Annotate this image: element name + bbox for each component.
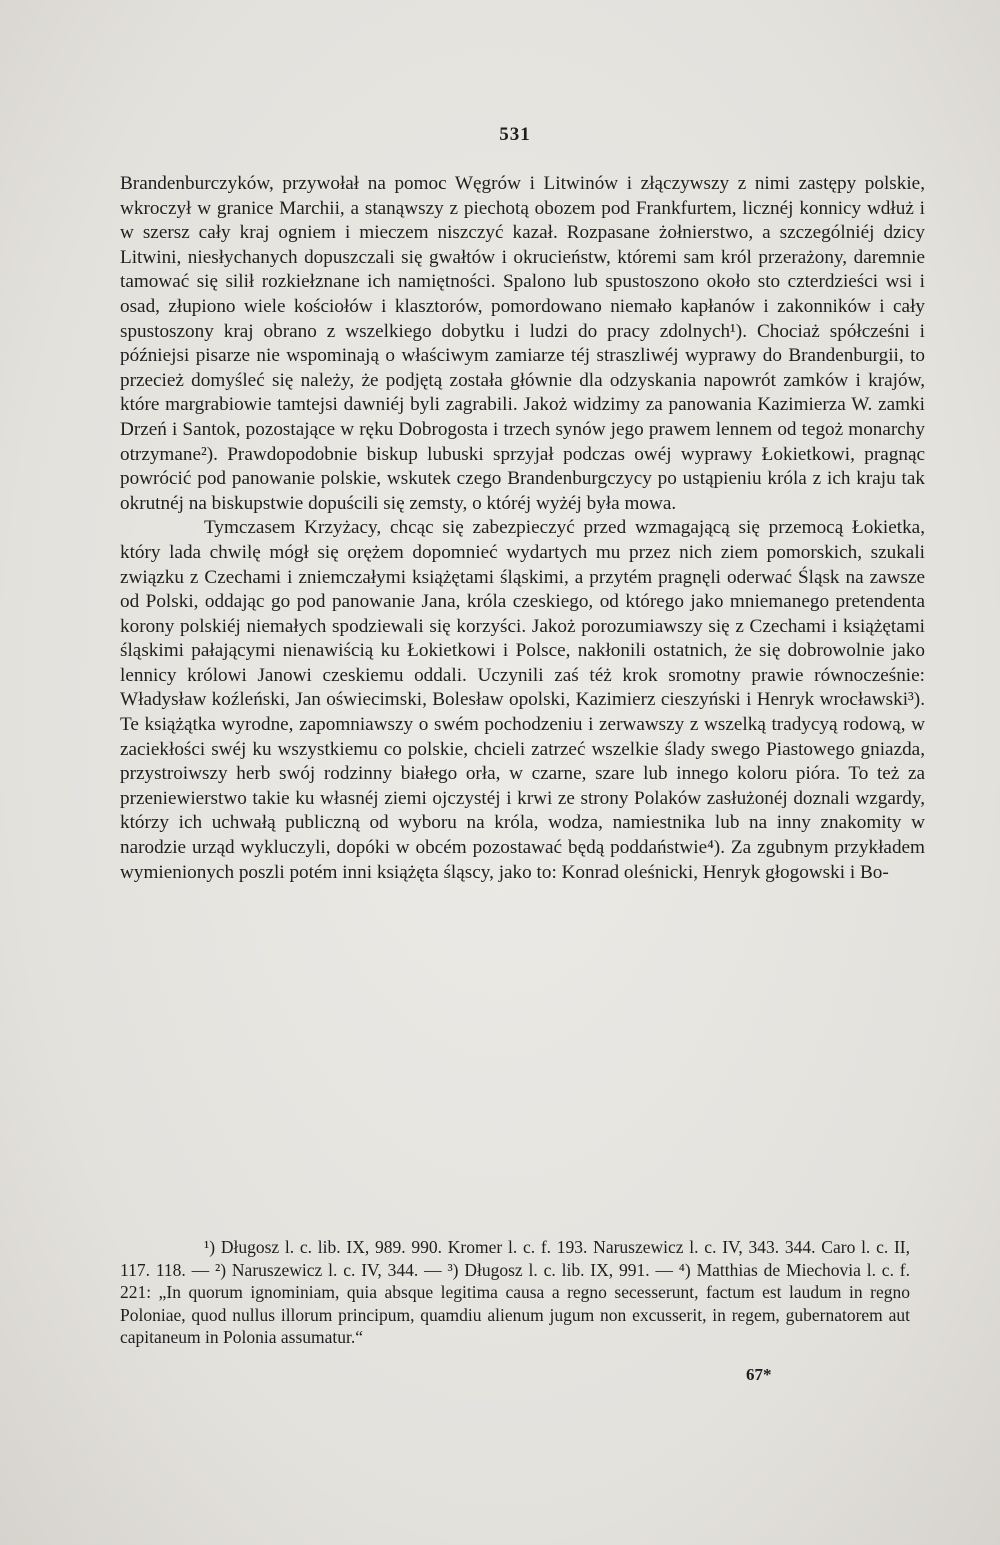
footnotes (120, 1236, 910, 1349)
main-text (120, 172, 925, 885)
printer-signature: 67* (746, 1365, 772, 1384)
footnote-text: ¹) Długosz l. c. lib. IX, 989. 990. Kromer l. c. f. 193. Naruszewicz l. c. IV, 343. 344. Caro l. c. II, 117. 118. — ²) Naruszewicz l. c. IV, 344. — ³) Długosz l. c. lib. IX, 991. — ⁴) Matthias de Miechovia l. c. f. 221: „In quorum ignominiam, quia absque legitima causa a regno secesserunt, factum est laudum in regno Poloniae, quod nullus illorum principum, quamdiu alienum jugum non excusserit, in regem, gubernatorem aut capitaneum in Polonia assumatur.“ (120, 1237, 910, 1347)
paragraph: Brandenburczyków, przywołał na pomoc Węgrów i Litwinów i złączywszy z nimi zastępy polskie, wkroczył w granice Marchii, a stanąwszy z piechotą obozem pod Frankfurtem, licznéj konnicy wdłuż i w szersz cały kraj ogniem i mieczem niszczyć kazał. Rozpasane żołnierstwo, a szczególniéj dzicy Litwini, niesłychanych dopuszczali się gwałtów i okrucieństw, któremi sam król przerażony, daremnie tamować się silił rozkiełznane ich namiętności. Spalono lub spustoszono około sto czterdzieści wsi i osad, złupiono wiele kościołów i klasztorów, pomordowano niemało kapłanów i zakonników i cały spustoszony kraj obrano z wszelkiego dobytku i ludzi do pracy zdolnych¹). Chociaż spółcześni i późniejsi pisarze nie wspominają o właściwym zamiarze téj straszliwéj wyprawy do Brandenburgii, to przecież domyśleć się należy, że podjętą została głównie dla odzyskania napowrót zamków i krajów, które margrabiowie tamtejsi dawniéj byli zagrabili. Jakoż widzimy za panowania Kazimierza W. zamki Drzeń i Santok, pozostające w ręku Dobrogosta i trzech synów jego prawem lennem od tegoż monarchy otrzymane²). Prawdopodobnie biskup lubuski sprzyjał podczas owéj wyprawy Łokietkowi, pragnąc powrócić pod panowanie polskie, wskutek czego Brandenburgczycy po ustąpieniu króla z ich kraju tak okrutnéj na biskupstwie dopuścili się zemsty, o któréj wyżéj była mowa. (120, 173, 925, 514)
page-number: 531 (499, 124, 531, 145)
paragraph: Tymczasem Krzyżacy, chcąc się zabezpieczyć przed wzmagającą się przemocą Łokietka, który lada chwilę mógł się orężem dopomnieć wydartych mu przez nich ziem pomorskich, szukali związku z Czechami i zniemczałymi książętami śląskimi, a przytém pragnęli oderwać Śląsk na zawsze od Polski, oddając go pod panowanie Jana, króla czeskiego, od którego jako mniemanego pretendenta korony polskiéj niemałych spodziewali się korzyści. Jakoż porozumiawszy się z Czechami i książętami śląskimi pałającymi nienawiścią ku Łokietkowi i Polsce, nakłonili ostatnich, że się dobrowolnie jako lennicy królowi Janowi czeskiemu oddali. Uczynili zaś téż krok sromotny prawie równocześnie: Władysław koźleński, Jan oświecimski, Bolesław opolski, Kazimierz cieszyński i Henryk wrocławski³). Te książątka wyrodne, zapomniawszy o swém pochodzeniu i zerwawszy z wszelką tradycyą rodową, w zaciekłości swéj ku wszystkiemu co polskie, chcieli zatrzeć wszelkie ślady swego Piastowego gniazda, przystroiwszy herb swój rodzinny białego orła, w czarne, szare lub innego koloru pióra. To też za przeniewierstwo takie ku własnéj ziemi ojczystéj i krwi ze strony Polaków zasłużonéj doznali wzgardy, którzy ich uchwałą publiczną od wyboru na króla, wodza, namiestnika lub na inny znakomity w narodzie urząd wykluczyli, dopóki w obcém pozostawać będą poddaństwie⁴). Za zgubnym przykładem wymienionych poszli potém inni książęta śląscy, jako to: Konrad oleśnicki, Henryk głogowski i Bo- (120, 517, 925, 883)
